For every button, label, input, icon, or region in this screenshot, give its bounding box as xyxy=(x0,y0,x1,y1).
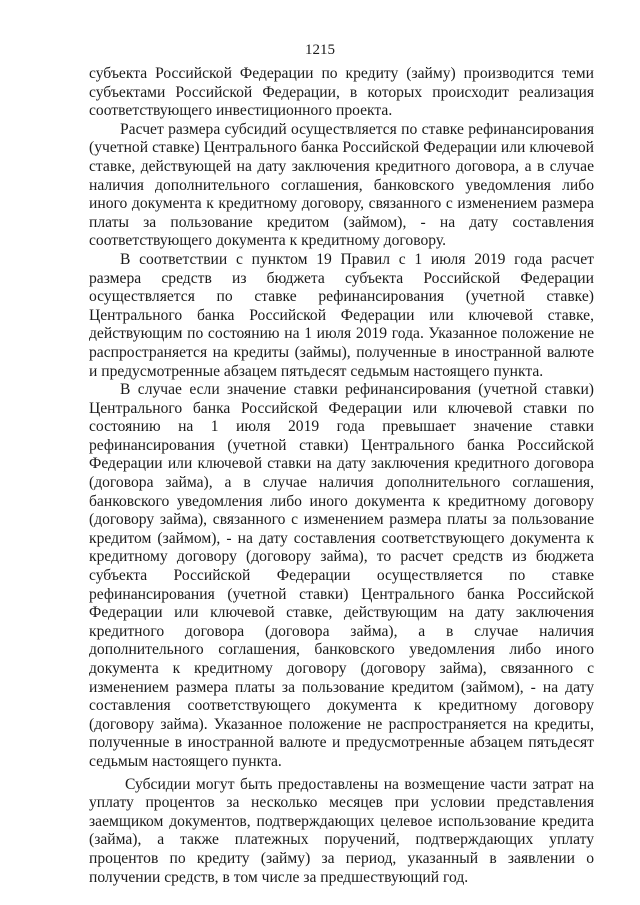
paragraph-rate-exceeds: В случае если значение ставки рефинансирования (учетной ставки) Центрального банка Российской Федерации или ключевой ставки по состоянию на 1 июля 2019 года превышает значение ставки рефинансирования (учетной ставки) Центрального банка Российской Федерации или ключевой ставки на дату заключения кредитного договора (договора займа), а в случае наличия дополнительного соглашения, банковского уведомления либо иного документа к кредитному договору (договору займа), связанного с изменением размера платы за пользование кредитом (займом), - на дату составления соответствующего документа к кредитному договору (договору займа), то расчет средств из бюджета субъекта Российской Федерации осуществляется по ставке рефинансирования (учетной ставки) Центрального банка Российской Федерации или ключевой ставке, действующим на дату заключения кредитного договора (договора займа), а в случае наличия дополнительного соглашения, банковского уведомления либо иного документа к кредитному договору (договору займа), связанного с изменением размера платы за пользование кредитом (займом), - на дату составления соответствующего документа к кредитному договору (договору займа). Указанное положение не распространяется на кредиты, полученные в иностранной валюте и предусмотренные абзацем пятьдесят седьмым настоящего пункта. xyxy=(89,381,594,770)
paragraph-subsidy-months: Субсидии могут быть предоставлены на возмещение части затрат на уплату процентов за несколько месяцев при условии представления заемщиком документов, подтверждающих целевое использование кредита (займа), а также платежных поручений, подтверждающих уплату процентов по кредиту (займу) за период, указанный в заявлении о получении средств, в том числе за предшествующий год. xyxy=(89,775,594,886)
document-body xyxy=(89,65,594,887)
paragraph-rules-point-19: В соответствии с пунктом 19 Правил с 1 июля 2019 года расчет размера средств из бюджета субъекта Российской Федерации осуществляется по ставке рефинансирования (учетной ставке) Центрального банка Российской Федерации или ключевой ставке, действующим по состоянию на 1 июля 2019 года. Указанное положение не распространяется на кредиты (займы), полученные в иностранной валюте и предусмотренные абзацем пятьдесят седьмым настоящего пункта. xyxy=(89,250,594,380)
paragraph-subsidy-calculation: Расчет размера субсидий осуществляется по ставке рефинансирования (учетной ставке) Центрального банка Российской Федерации или ключевой ставке, действующей на дату заключения кредитного договора, а в случае наличия дополнительного соглашения, банковского уведомления либо иного документа к кредитному договору, связанного с изменением размера платы за пользование кредитом (займом), - на дату составления соответствующего документа к кредитному договору. xyxy=(89,120,594,250)
paragraph-continuation: субъекта Российской Федерации по кредиту (займу) производится теми субъектами Российской Федерации, в которых происходит реализация соответствующего инвестиционного проекта. xyxy=(89,65,594,120)
page-number: 1215 xyxy=(305,42,335,58)
